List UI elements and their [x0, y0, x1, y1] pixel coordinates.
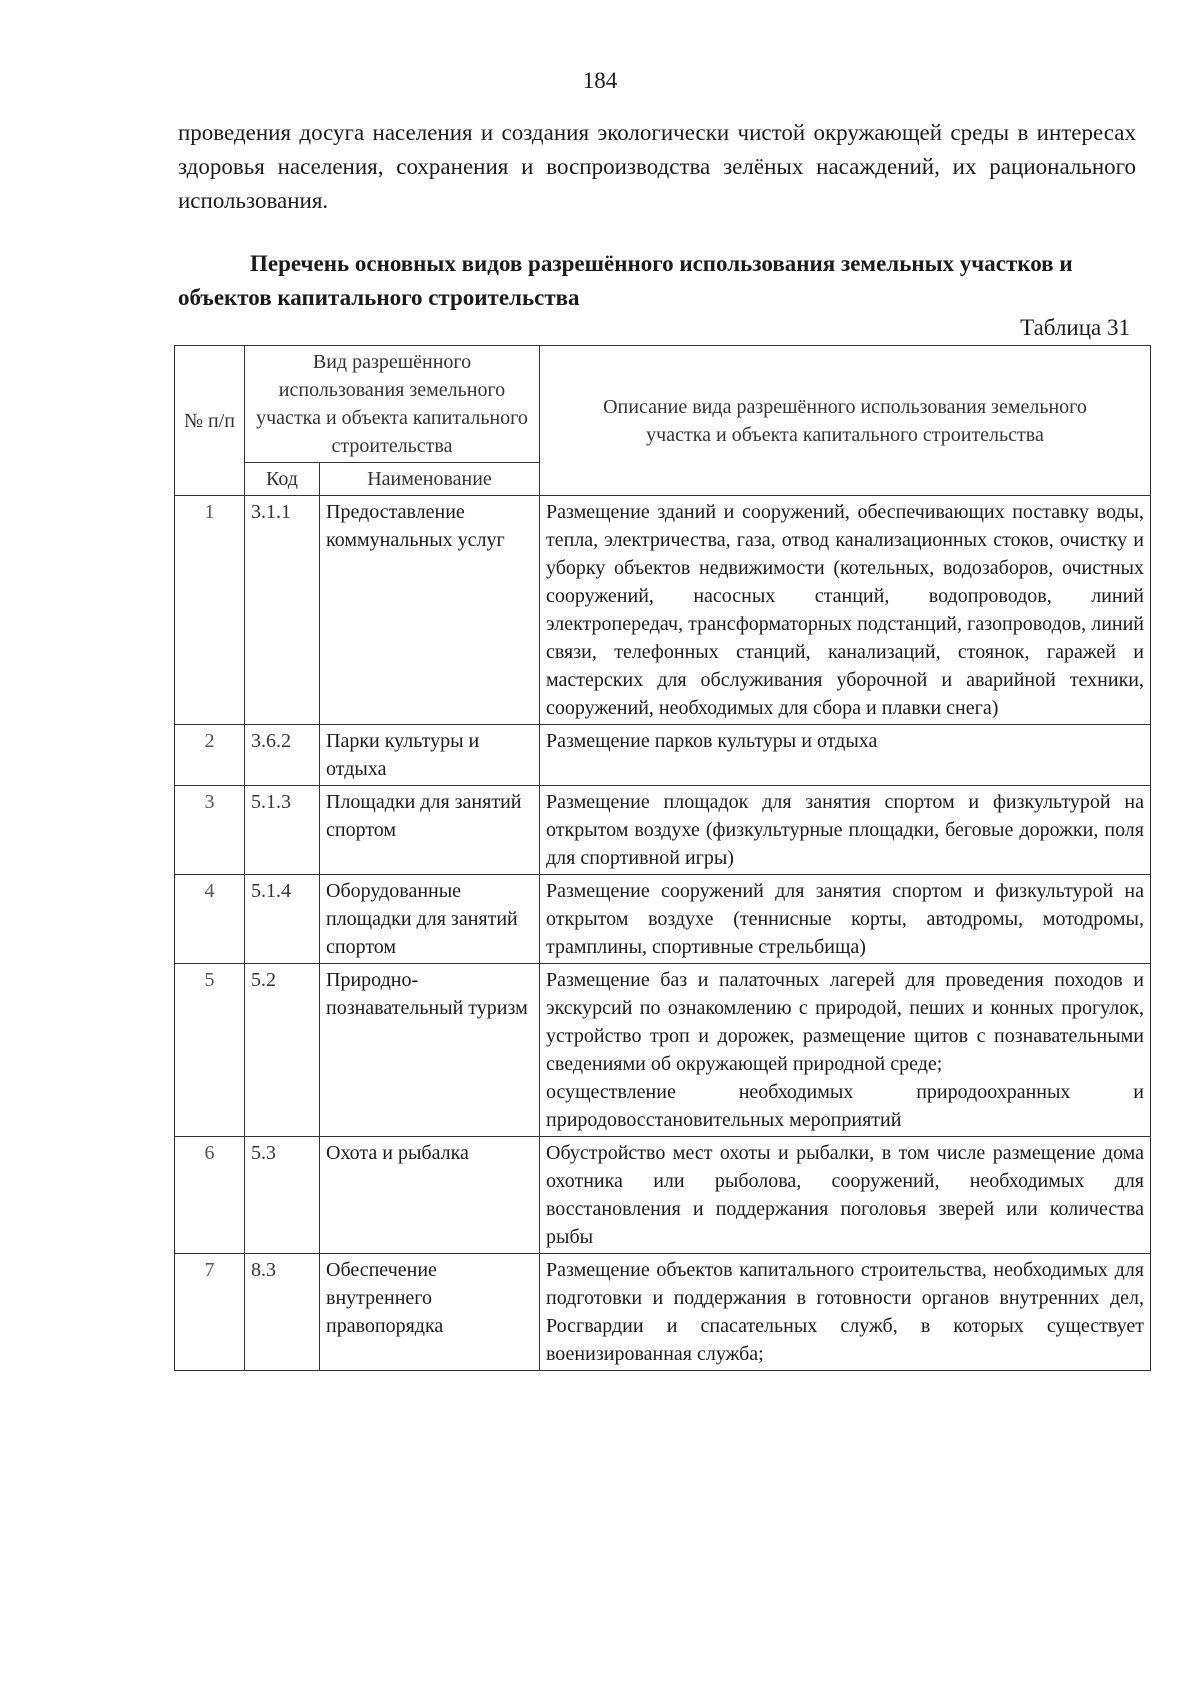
- row-code: 3.6.2: [245, 725, 320, 786]
- table-row: [175, 1254, 1151, 1371]
- section-title: Перечень основных видов разрешённого использования земельных участков и объектов капитального строительства: [178, 251, 1073, 310]
- row-name: Предоставление коммунальных услуг: [320, 496, 540, 725]
- row-num: 4: [175, 875, 245, 964]
- land-use-table: [174, 345, 1151, 1371]
- row-code: 5.1.4: [245, 875, 320, 964]
- row-code: 5.2: [245, 964, 320, 1137]
- header-description: Описание вида разрешённого использования земельного участка и объекта капитального строительства: [540, 346, 1151, 496]
- row-code: 5.3: [245, 1137, 320, 1254]
- table-row: [175, 1137, 1151, 1254]
- table-caption: Таблица 31: [1020, 315, 1130, 340]
- row-name: Оборудованные площадки для занятий спортом: [320, 875, 540, 964]
- row-description-cell: [540, 964, 1151, 1137]
- row-description-extra: осуществление необходимых природоохранных и природовосстановительных мероприятий: [546, 1081, 1144, 1131]
- row-code: 5.1.3: [245, 786, 320, 875]
- row-description: Обустройство мест охоты и рыбалки, в том числе размещение дома охотника или рыболова, сооружений, необходимых для восстановления и поддержания поголовья зверей или количества рыбы: [540, 1137, 1151, 1254]
- table-row: [175, 496, 1151, 725]
- header-name: Наименование: [320, 463, 540, 496]
- header-kind: Вид разрешённого использования земельного участка и объекта капитального строительства: [245, 346, 540, 463]
- table-row: [175, 725, 1151, 786]
- row-num: 7: [175, 1254, 245, 1371]
- row-name: Обеспечение внутреннего правопорядка: [320, 1254, 540, 1371]
- row-code: 8.3: [245, 1254, 320, 1371]
- table-row: [175, 875, 1151, 964]
- row-description: Размещение баз и палаточных лагерей для проведения походов и экскурсий по ознакомлению с природой, пеших и конных прогулок, устройство троп и дорожек, размещение щитов с познавательными сведениями об окружающей природной среде;: [546, 969, 1144, 1075]
- table-row: [175, 786, 1151, 875]
- row-name: Парки культуры и отдыха: [320, 725, 540, 786]
- row-name: Охота и рыбалка: [320, 1137, 540, 1254]
- row-num: 3: [175, 786, 245, 875]
- table-header-row: [175, 346, 1151, 463]
- table-row: [175, 964, 1151, 1137]
- row-name: Природно-познавательный туризм: [320, 964, 540, 1137]
- intro-paragraph: проведения досуга населения и создания экологически чистой окружающей среды в интересах здоровья населения, сохранения и воспроизводства зелёных насаждений, их рационального использования.: [178, 120, 1136, 213]
- row-num: 6: [175, 1137, 245, 1254]
- row-description: Размещение сооружений для занятия спортом и физкультурой на открытом воздухе (теннисные корты, автодромы, мотодромы, трамплины, спортивные стрельбища): [540, 875, 1151, 964]
- row-code: 3.1.1: [245, 496, 320, 725]
- header-num: № п/п: [175, 346, 245, 496]
- row-description: Размещение площадок для занятия спортом и физкультурой на открытом воздухе (физкультурные площадки, беговые дорожки, поля для спортивной игры): [540, 786, 1151, 875]
- page-number: 184: [582, 68, 618, 93]
- row-num: 2: [175, 725, 245, 786]
- row-description: Размещение объектов капитального строительства, необходимых для подготовки и поддержания в готовности органов внутренних дел, Росгвардии и спасательных служб, в которых существует военизированная служба;: [540, 1254, 1151, 1371]
- row-description: Размещение зданий и сооружений, обеспечивающих поставку воды, тепла, электричества, газа, отвод канализационных стоков, очистку и уборку объектов недвижимости (котельных, водозаборов, очистных сооружений, насосных станций, водопроводов, линий электропередач, трансформаторных подстанций, газопроводов, линий связи, телефонных станций, канализаций, стоянок, гаражей и мастерских для обслуживания уборочной и аварийной техники, сооружений, необходимых для сбора и плавки снега): [540, 496, 1151, 725]
- header-code: Код: [245, 463, 320, 496]
- row-num: 1: [175, 496, 245, 725]
- row-name: Площадки для занятий спортом: [320, 786, 540, 875]
- row-num: 5: [175, 964, 245, 1137]
- row-description: Размещение парков культуры и отдыха: [540, 725, 1151, 786]
